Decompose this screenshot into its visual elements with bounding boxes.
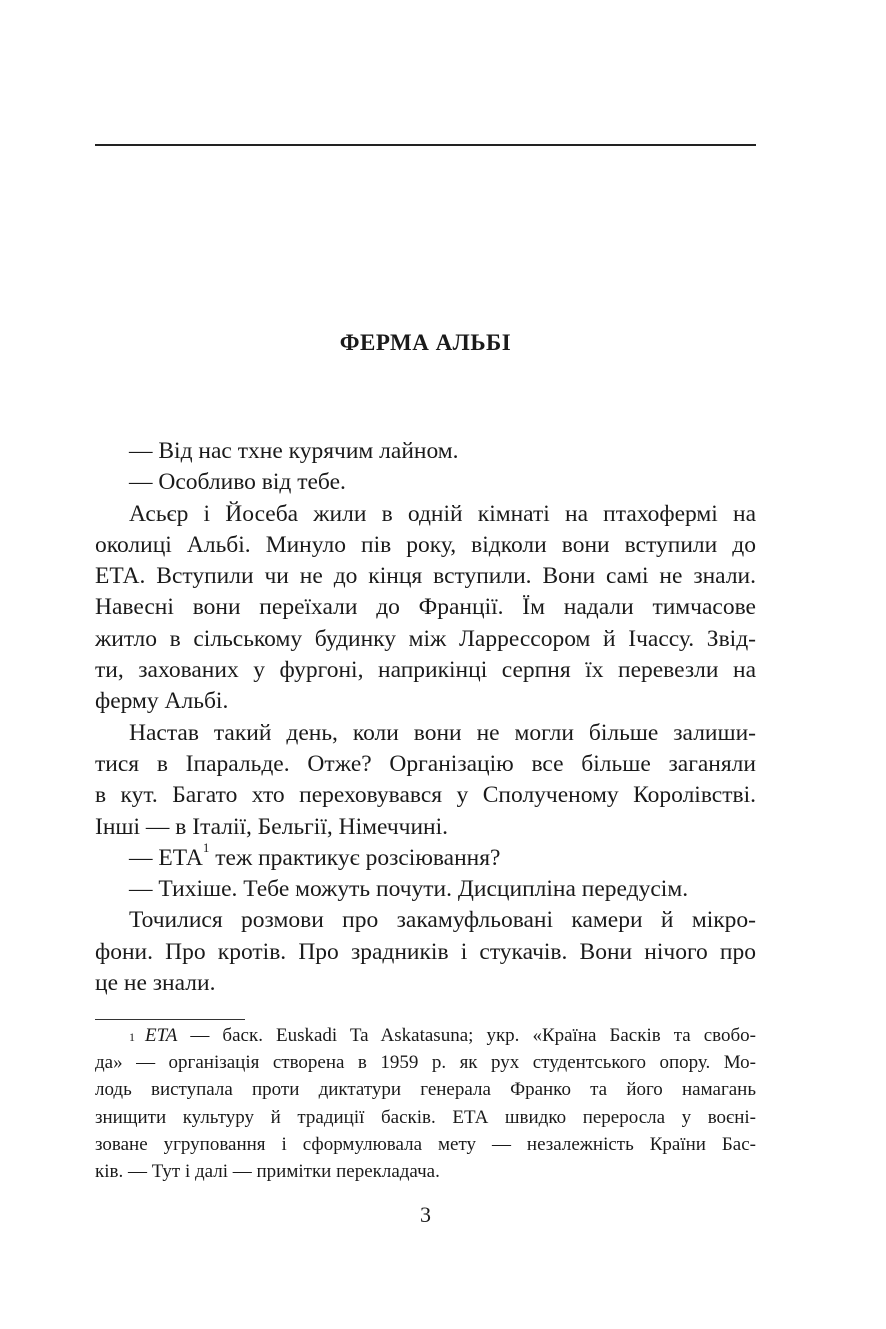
footnote-rule <box>95 1019 245 1020</box>
paragraph-line: тися в Іпаральде. Отже? Організацію все більше заганяли <box>95 750 756 777</box>
footnote-text: — баск. Euskadi Ta Askatasuna; укр. «Країна Басків та свобо- <box>177 1025 756 1046</box>
paragraph-line: Навесні вони переїхали до Франції. Їм надали тимчасове <box>95 594 756 621</box>
paragraph-line: це не знали. <box>95 970 216 997</box>
paragraph-line: фони. Про кротів. Про зрадників і стукачів. Вони нічого про <box>95 938 756 965</box>
footnote-reference[interactable]: 1 <box>202 839 210 855</box>
page-number: 3 <box>420 1202 431 1227</box>
dialogue-line: — Від нас тхне курячим лайном. <box>129 438 459 464</box>
paragraph-line: околиці Альбі. Минуло пів року, відколи вони вступили до <box>95 531 756 558</box>
footnote-line <box>95 1022 756 1049</box>
dialogue-line: — Тихіше. Тебе можуть почути. Дисципліна передусім. <box>129 876 689 903</box>
footnote-line: лодь виступала проти диктатури генерала Франко та його намагань <box>95 1079 756 1101</box>
paragraph-line: Точилися розмови про закамуфльовані камери й мікро- <box>129 907 756 934</box>
body-text <box>95 436 756 999</box>
footnote-line: ків. — Тут і далі — примітки перекладача. <box>95 1160 440 1182</box>
header-rule <box>95 144 756 146</box>
paragraph-line: ЕТА. Вступили чи не до кінця вступили. Вони самі не знали. <box>95 563 756 590</box>
footnote-line: да» — організація створена в 1959 р. як рух студентського опору. Мо- <box>95 1052 756 1074</box>
paragraph-line: ферму Альбі. <box>95 688 229 715</box>
footnote-line: знищити культуру й традиції басків. ЕТА швидко переросла у воєні- <box>95 1106 756 1128</box>
chapter-title: ФЕРМА АЛЬБІ <box>339 330 512 355</box>
dialogue-line: — Особливо від тебе. <box>129 469 346 496</box>
paragraph-line: житло в сільському будинку між Ларрессором й Ічассу. Звід- <box>95 625 756 652</box>
dialogue-text: — ЕТА <box>129 844 203 871</box>
paragraph-line: Настав такий день, коли вони не могли більше залиши- <box>129 719 756 746</box>
dialogue-line <box>95 839 756 874</box>
paragraph-line: Інші — в Італії, Бельгії, Німеччині. <box>95 813 449 840</box>
dialogue-text: теж практикує розсіювання? <box>209 844 501 871</box>
paragraph-line: ти, захованих у фургоні, наприкінці серпня їх перевезли на <box>95 657 756 684</box>
paragraph-line: в кут. Багато хто переховувався у Сполученому Королівстві. <box>95 782 756 809</box>
footnote-term: ETA <box>145 1025 178 1046</box>
paragraph-line: Асьєр і Йосеба жили в одній кімнаті на птахофермі на <box>129 500 756 527</box>
footnote-mark: 1 <box>129 1030 135 1044</box>
footnote <box>95 1022 756 1185</box>
footnote-line: зоване угруповання і сформулювала мету — незалежність Країни Бас- <box>95 1133 756 1155</box>
